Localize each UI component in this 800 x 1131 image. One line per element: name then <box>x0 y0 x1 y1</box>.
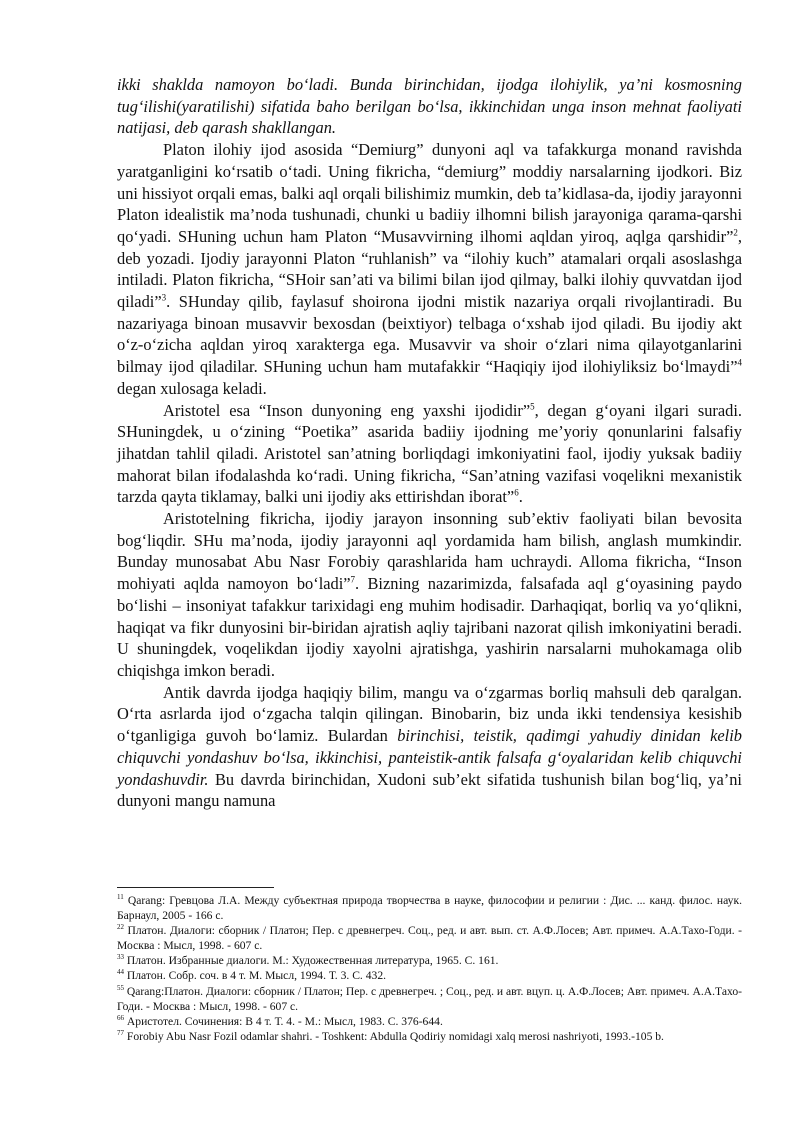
footnotes <box>117 893 742 1044</box>
footnote-text: Платон. Избранные диалоги. М.: Художественная литература, 1965. С. 161. <box>124 954 499 968</box>
footnote-ref[interactable]: 4 <box>737 357 742 368</box>
paragraph-text: . SHunday qilib, faylasuf shoirona ijodni mistik nazariya orqali rivojlantiradi. Bu nazariyaga binoan musavvir bexosdan (beixtiyor) telbaga o‘xshab ijod qiladi. Bu ijodiy akt o‘z-o‘zicha aqldan yiroq xarakterga ega. Musavvir va shoir o‘zlari nima qilayotganlarini bilmay ijod qiladilar. SHuning uchun ham mutafakkir “Haqiqiy ijod ilohiyliksiz bo‘lmaydi” <box>117 292 742 377</box>
footnote-mark: 77 <box>117 1028 124 1037</box>
paragraph-antik-davr <box>117 682 742 812</box>
footnote-mark: 22 <box>117 923 124 932</box>
paragraph-text: , degan g‘oyani ilgari suradi. SHuningdek, u o‘zining “Poetika” asarida badiiy ijodning me’yoriy qonunlarini falsafiy jihatdan tahlil qiladi. Aristotel san’atning borliqdagi imkoniyatini faol, ijodiy yuksak badiiy mahorat bilan ifodalashda ko‘radi. Uning fikricha, “San’atning vazifasi voqelikni mexanistik tarzda qayta tiklamay, balki uni ijodiy aks ettirishdan iborat” <box>117 400 742 507</box>
paragraph-text: Antik davrda ijodga haqiqiy bilim, mangu va o‘zgarmas borliq mahsuli deb qaralgan. O‘rta asrlarda ijod o‘zgacha talqin qilingan. Binobarin, biz unda ikki tendensiya kesishib o‘tganligiga guvoh bo‘lamiz. Bulardan <box>117 682 742 746</box>
footnote-mark: 44 <box>117 968 124 977</box>
footnote-divider <box>117 887 274 888</box>
paragraph-text: Bu davrda birinchidan, Xudoni sub’ekt sifatida tushunish bilan bog‘liq, ya’ni dunyoni mangu namuna <box>117 769 742 811</box>
paragraph-text: , deb yozadi. Ijodiy jarayonni Platon “ruhlanish” va “ilohiy kuch” atamalari orqali asoslashga intiladi. Platon fikricha, “SHoir san’ati va bilimi bilan ijod qilmay, balki ilohiy quvvatdan ijod qiladi” <box>117 226 742 312</box>
footnote-text: Forobiy Abu Nasr Fozil odamlar shahri. - Toshkent: Abdulla Qodiriy nomidagi xalq merosi nashriyoti, 1993.-105 b. <box>124 1029 664 1043</box>
footnote-mark: 11 <box>117 893 124 902</box>
footnote-text: Платон. Диалоги: сборник / Платон; Пер. с древнегреч. Соц., ред. и авт. вып. ст. А.Ф.Лосев; Авт. примеч. А.А.Тахо-Годи. - Москва : Мысл, 1998. - 607 с. <box>117 924 742 953</box>
footnote-5 <box>117 984 742 1014</box>
footnote-ref[interactable]: 5 <box>530 401 535 412</box>
footnote-4 <box>117 968 742 983</box>
paragraph-emphasis: birinchisi, teistik, qadimgi yahudiy dinidan kelib chiquvchi yondashuv bo‘lsa, ikkinchisi, panteistik-antik falsafa g‘oyalaridan kelib chiquvchi yondashuvdir. <box>117 726 742 789</box>
footnote-mark: 33 <box>117 953 124 962</box>
paragraph-aristotel <box>117 400 742 509</box>
footnote-text: Аристотел. Сочинения: В 4 т. Т. 4. - М.: Мысл, 1983. С. 376-644. <box>124 1014 443 1028</box>
paragraph-text: Aristotel esa “Inson dunyoning eng yaxshi ijodidir” <box>163 400 531 420</box>
paragraph-text: . <box>518 487 523 507</box>
page-body <box>117 74 742 812</box>
paragraph-aristotel-fikri <box>117 508 742 682</box>
footnote-text: Qarang:Платон. Диалоги: сборник / Платон; Пер. с древнегреч. ; Соц., ред. и авт. вцуп. ц. А.Ф.Лосев; Авт. примеч. А.А.Тахо-Годи. - Москва : Мысл, 1998. - 607 с. <box>117 984 742 1013</box>
footnote-1 <box>117 893 742 923</box>
paragraph-text: . Bizning nazarimizda, falsafada aql g‘oyasining paydo bo‘lishi – insoniyat tafakkur tarixidagi eng muhim hodisadir. Darhaqiqat, borliq va yo‘qlikni, haqiqat va fikr dunyosini bir-biridan ajratish aqliy tajribani nazorat qilish imkoniyatini beradi. U shuningdek, voqelikdan ijodiy xayolni ajratishga, yashirin narsalarni muhokamaga olib chiqishga imkon beradi. <box>117 574 742 680</box>
paragraph-intro <box>117 74 742 139</box>
footnote-ref[interactable]: 6 <box>514 487 519 498</box>
footnote-mark: 55 <box>117 983 124 992</box>
footnote-text: Платон. Собр. соч. в 4 т. М. Мысл, 1994. Т. 3. С. 432. <box>124 969 387 983</box>
paragraph-text: ikki shaklda namoyon bo‘ladi. Bunda birinchidan, ijodga ilohiylik, ya’ni kosmosning tug‘ilishi(yaratilishi) sifatida baho berilgan bo‘lsa, ikkinchidan unga inson mehnat faoliyati natijasi, deb qarash shakllangan. <box>117 75 742 138</box>
footnote-6 <box>117 1014 742 1029</box>
footnote-ref[interactable]: 2 <box>733 227 738 238</box>
footnote-text: Qarang: Гревцова Л.А. Между субъектная природа творчества в науке, философии и религии : Дис. ... канд. филос. наук. Барнаул, 2005 - 166 с. <box>117 894 742 923</box>
footnote-ref[interactable]: 3 <box>161 292 167 303</box>
paragraph-text: Aristotelning fikricha, ijodiy jarayon insonning sub’ektiv faoliyati bilan bevosita bog‘liqdir. SHu ma’noda, ijodiy jarayonni aql yordamida ham bilish, anglash mumkindir. Bunday munosabat Abu Nasr Forobiy qarashlarida ham uchraydi. Alloma fikricha, “Inson mohiyati aqlda namoyon bo‘ladi” <box>117 509 742 594</box>
footnote-3 <box>117 953 742 968</box>
footnote-mark: 66 <box>117 1013 124 1022</box>
footnote-7 <box>117 1029 742 1044</box>
paragraph-text: Platon ilohiy ijod asosida “Demiurg” dunyoni aql va tafakkurga monand ravishda yaratganligini ko‘rsatib o‘tadi. Uning fikricha, “demiurg” moddiy narsalarning ijodkori. Biz uni hissiyot orqali emas, balki aql orqali bilishimiz mumkin, deb ta’kidlasa-da, ijodiy jarayonni Platon idealistik ma’noda tushunadi, chunki u badiiy ilhomni bilish jarayoniga qarama-qarshi qo‘yadi. SHuning uchun ham Platon “Musavvirning ilhomi aqldan yiroq, aqlga qarshidir” <box>117 140 743 246</box>
paragraph-text: degan xulosaga keladi. <box>117 378 267 398</box>
footnote-ref[interactable]: 7 <box>350 574 356 585</box>
footnote-2 <box>117 923 742 953</box>
paragraph-platon <box>117 139 742 399</box>
